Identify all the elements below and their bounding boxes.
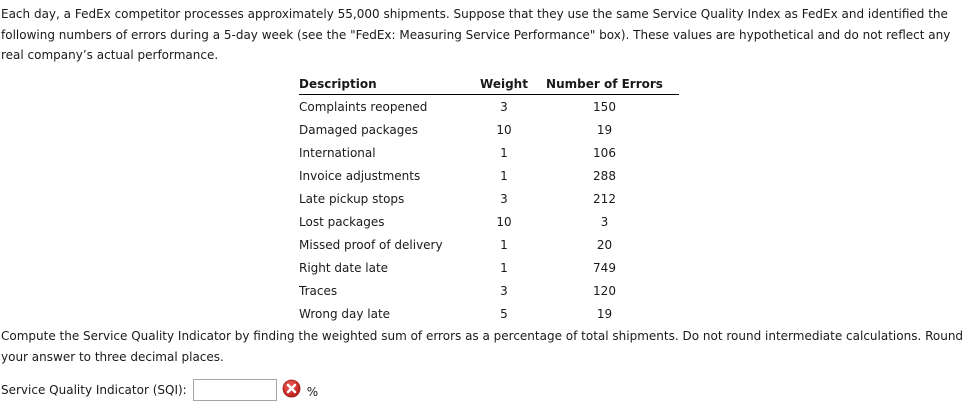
row-description: Lost packages <box>299 214 385 229</box>
table-row <box>299 118 679 141</box>
row-description: Invoice adjustments <box>299 168 421 183</box>
row-weight: 1 <box>500 168 508 183</box>
header-errors: Number of Errors <box>530 74 679 95</box>
header-description: Description <box>299 74 478 95</box>
percent-unit: % <box>306 385 319 399</box>
row-description: Complaints reopened <box>299 99 428 114</box>
row-weight: 10 <box>496 214 512 229</box>
table-row <box>299 164 679 187</box>
table-row <box>299 279 679 302</box>
row-errors: 3 <box>600 214 609 229</box>
row-errors: 20 <box>596 237 613 252</box>
table-row <box>299 233 679 256</box>
row-weight: 5 <box>500 306 508 321</box>
sqi-label: Service Quality Indicator (SQI): <box>1 383 187 397</box>
header-weight: Weight <box>478 74 530 95</box>
sqi-input[interactable] <box>193 379 277 401</box>
table-row <box>299 256 679 279</box>
row-weight: 3 <box>500 191 508 206</box>
row-description: Wrong day late <box>299 306 391 321</box>
row-errors: 120 <box>593 283 616 298</box>
row-weight: 1 <box>500 145 508 160</box>
table-row <box>299 187 679 210</box>
row-description: Right date late <box>299 260 389 275</box>
row-errors: 150 <box>593 99 616 114</box>
errors-table <box>299 74 679 325</box>
row-errors: 212 <box>593 191 616 206</box>
row-description: Traces <box>299 283 338 298</box>
compute-instructions: Compute the Service Quality Indicator by finding the weighted sum of errors as a percentage of total shipments. Do not round intermediate calculations. Round your answer to three decimal places. <box>1 329 964 364</box>
row-weight: 3 <box>500 283 508 298</box>
row-weight: 10 <box>496 122 512 137</box>
table-row <box>299 141 679 164</box>
answer-row <box>1 376 318 404</box>
row-weight: 1 <box>500 237 508 252</box>
problem-intro: Each day, a FedEx competitor processes approximately 55,000 shipments. Suppose that they use the same Service Quality Index as FedEx and identified the following numbers of errors during a 5-day week (see the "FedEx: Measuring Service Performance" box). These values are hypothetical and do not reflect any real company’s actual performance. <box>1 7 951 62</box>
row-weight: 3 <box>500 99 508 114</box>
row-description: Damaged packages <box>299 122 418 137</box>
row-weight: 1 <box>500 260 508 275</box>
table-header-row <box>299 74 679 95</box>
table-row <box>299 210 679 233</box>
table-row <box>299 95 679 119</box>
row-errors: 749 <box>593 260 616 275</box>
row-errors: 106 <box>593 145 616 160</box>
error-x-icon <box>282 379 301 398</box>
row-description: Late pickup stops <box>299 191 405 206</box>
table-row <box>299 302 679 325</box>
row-errors: 19 <box>596 122 613 137</box>
row-description: International <box>299 145 376 160</box>
row-description: Missed proof of delivery <box>299 237 443 252</box>
row-errors: 288 <box>593 168 616 183</box>
row-errors: 19 <box>596 306 613 321</box>
